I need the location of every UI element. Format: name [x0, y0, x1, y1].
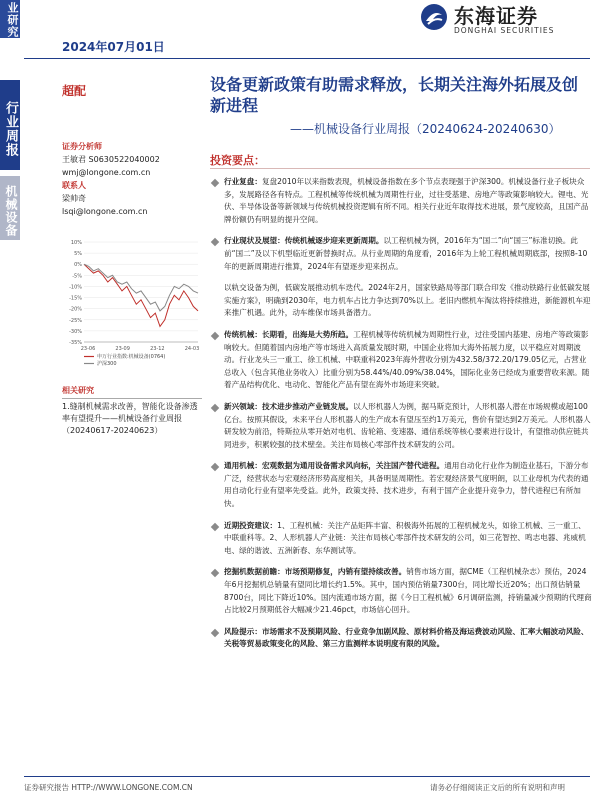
key-point-item [208, 176, 592, 226]
contact-email[interactable]: lsqi@longone.com.cn [62, 207, 148, 216]
key-point-item [208, 329, 592, 392]
chart-y-tick: -15% [69, 295, 82, 302]
analyst-info [62, 140, 202, 218]
chart-x-tick: 24-03 [184, 346, 200, 352]
key-point-item [208, 401, 592, 451]
key-point-text: 以工程机械为例，2016年为“国二”向“国三”标准切换。此前“国二”及以下机型临近更新替换时点。从行业周期的角度看，2016年为上轮工程机械周期底部，按照8-10年的更新周期进行推算，2024年有望逐步迎来拐点。 [224, 236, 588, 271]
side-label-top: 业研究 [0, 0, 20, 38]
chart-y-tick: -35% [69, 340, 82, 346]
chart-y-tick: 10% [70, 240, 82, 246]
chart-x-tick: 23-09 [115, 346, 130, 352]
rating: 超配 [62, 84, 87, 98]
key-point-lead: 行业复盘： [224, 177, 262, 186]
key-point-text: 市场需求不及预期风险、行业竞争加剧风险、原材料价格及海运费波动风险、汇率大幅波动风险、关税等贸易政策变化的风险、第三方监测样本说明度有限的风险。 [224, 626, 589, 649]
key-point-text: 以人形机器人为例，据马斯克预计，人形机器人潜在市场规模或超100亿台。按照其假设，未来平台人形机器人的生产成本有望压至约1万美元，售价有望达到2万美元。人形机器人研发较为前沿，特斯拉从零开始对电机、齿轮箱、变速器、通信系统等核心要素进行设计，有望推动供应链共同进步，积累较强的技术壁垒。关注布局核心零部件技术研发的公司。 [224, 401, 591, 449]
footer-left: 证券研究报告 HTTP://WWW.LONGONE.COM.CN [24, 783, 193, 792]
key-point-text: 复盘2010年以来指数表现，机械设备指数在多个节点表现强于沪深300。机械设备行业子板块众多，发展路径各有特点。工程机械等传统机械为周期性行业，过往受基建、房地产等政策影响较大。锂电、光伏、半导体设备等新领域与传统机械投资逻辑有所不同。相关行业近年取得技术进展，景气度较高，且国产品牌份额仍有明显的提升空间。 [224, 177, 589, 224]
index-chart-svg [62, 238, 202, 378]
key-point-text: 工程机械等传统机械为周期性行业，过往受国内基建、房地产等政策影响较大。但随着国内房地产等市场进入高质量发展时期，中国企业将加大海外拓展力度，以平稳应对周期波动。行业龙头三一重工、徐工机械、中联重科2023年海外营收分别为432.58/372.20/179.05亿元，占营业总收入（包含其他业务收入）比重分别为58.44%/40.09%/38.04%，国际化业务已经成为重要营收来源。随着产品结构优化、电动化、智能化产品有望在海外市场迎来突破。 [224, 329, 590, 390]
contact-name: 梁帅奇 [62, 194, 86, 203]
footer-right: 请务必仔细阅读正文后的所有说明和声明 [430, 783, 565, 792]
key-point-lead: 新兴领域：技术进步推动产业链发展。 [224, 401, 354, 411]
chart-y-tick: -20% [69, 306, 82, 313]
key-points-title: 投资要点： [210, 154, 265, 167]
chart-series-line [84, 264, 198, 326]
key-point-lead: 行业现状及展望：传统机械逐步迎来更新周期。 [224, 236, 384, 246]
logo-en: DONGHAI SECURITIES [454, 26, 555, 35]
index-chart [62, 238, 202, 378]
key-point-lead: 风险提示： [224, 626, 262, 636]
chart-legend-label: 沪深300 [97, 361, 117, 367]
report-subtitle: ——机械设备行业周报（20240624-20240630） [290, 122, 561, 136]
key-point-lead: 通用机械：宏观数据为通用设备需求风向标，关注国产替代进程。 [224, 461, 445, 471]
key-points-list [208, 176, 592, 660]
key-point-item [208, 566, 592, 616]
report-title: 设备更新政策有助需求释放，长期关注海外拓展及创新进程 [210, 75, 579, 115]
key-point-item [208, 235, 592, 273]
company-logo [420, 0, 590, 40]
chart-y-tick: 0% [74, 262, 82, 269]
logo-cn: 东海证券 [454, 4, 538, 28]
chart-y-tick: -10% [69, 284, 82, 291]
chart-series-line [84, 264, 198, 311]
key-point-text: 以轨交设备为例，低碳发展推动机车迭代。2024年2月，国家铁路局等部门联合印发《推动铁路行业低碳发展实施方案》，明确到2030年，电力机车占比力争达到70%以上。老旧内燃机车淘汰将持续推进，新能源机车迎来推广机遇。此外，动车维保市场具备潜力。 [224, 283, 591, 318]
logo-emblem-icon [420, 3, 448, 31]
footer-divider [24, 776, 590, 777]
side-tab-industry: 机械设备 [0, 176, 20, 240]
key-point-lead: 挖掘机数据前瞻：市场预期修复，内销有望持续改善。 [224, 567, 407, 577]
key-points-divider [210, 168, 590, 169]
chart-x-tick: 23-06 [80, 346, 96, 352]
chart-y-tick: -5% [72, 273, 82, 280]
header-divider [24, 58, 590, 59]
key-point-lead: 近期投资建议： [224, 520, 278, 530]
chart-y-tick: -30% [69, 328, 82, 335]
key-point-item [208, 520, 592, 558]
analyst-heading: 证券分析师 [62, 142, 102, 151]
chart-y-tick: 5% [74, 251, 82, 258]
side-tab-weekly: 行业周报 [0, 80, 20, 170]
analyst-name: 王敏君 [62, 155, 86, 164]
related-item[interactable]: 1.缝制机械需求改善，智能化设备渗透率有望提升——机械设备行业周报（20240617-20240623） [62, 402, 198, 435]
key-point-lead: 传统机械：长期看，出海是大势所趋。 [224, 329, 354, 339]
key-point-text: 通用自动化行业作为制造业基石，下游分布广泛，经营状态与宏观经济形势高度相关，具备明显周期性。若宏观经济景气度明朗，以工业母机为代表的通用自动化行业有望率先受益。此外，政策支持、技术进步，有利于国产企业提升竞争力，替代进程已有所加快。 [224, 461, 589, 509]
chart-y-tick: -25% [69, 317, 82, 324]
chart-x-tick: 23-12 [150, 346, 165, 352]
key-point-text: 1、工程机械：关注产品矩阵丰富、积极海外拓展的工程机械龙头，如徐工机械、三一重工、中联重科等。2、人形机器人产业链：关注布局核心零部件技术研发的公司，如三花智控、鸣志电器、兆威机电、绿的谐波、五洲新春、东华测试等。 [224, 520, 586, 555]
key-point-item [208, 282, 592, 320]
chart-legend-label: 申万行业指数:机械设备(0764) [97, 354, 166, 360]
key-point-item [208, 626, 592, 651]
related-research [62, 385, 202, 437]
analyst-license: S0630522040002 [88, 155, 160, 164]
key-point-text: 销售市场方面，据CME（工程机械杂志）预估，2024年6月挖掘机总销量有望同比增长约1.5%。其中，国内预估销量7300台，同比增长近20%；出口预估销量8700台，同比下降近10%。国内流通市场方面，据《今日工程机械》6月调研监测，持销量减少预期的代理商占比较2月预期低谷大幅减少21.46pct，市场信心回升。 [224, 567, 592, 615]
key-point-item [208, 460, 592, 510]
analyst-email[interactable]: wmj@longone.com.cn [62, 168, 151, 177]
report-date: 2024年07月01日 [62, 40, 165, 54]
contact-heading: 联系人 [62, 181, 86, 190]
related-heading: 相关研究 [62, 385, 202, 399]
